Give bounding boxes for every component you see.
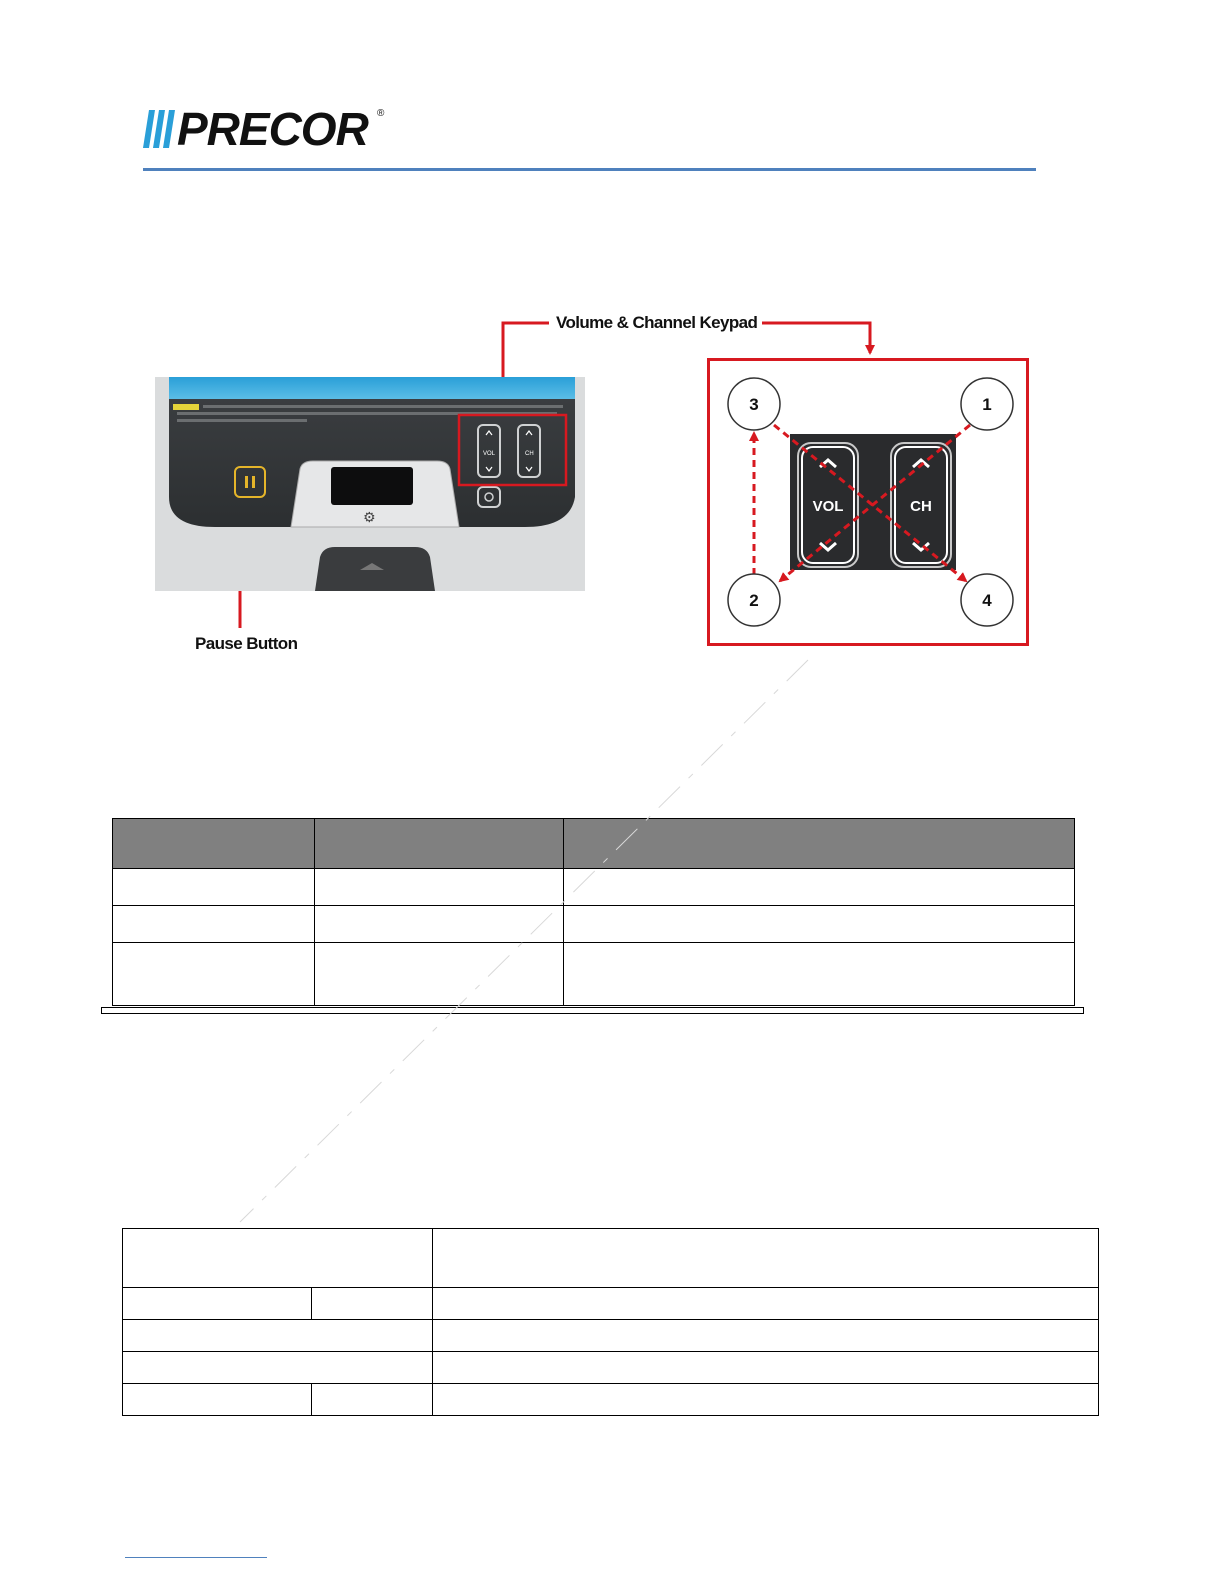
table-cell	[563, 869, 1074, 906]
keypad-detail-graphic	[710, 361, 1026, 643]
table-header-cell	[432, 1229, 1098, 1288]
settings-table-2	[122, 1228, 1099, 1416]
table-cell	[123, 1288, 312, 1320]
table-cell	[311, 1288, 432, 1320]
table-header-cell	[113, 819, 315, 869]
svg-text:CH: CH	[525, 451, 534, 457]
table-cell	[113, 906, 315, 943]
table-row	[123, 1320, 1099, 1352]
svg-text:VOL: VOL	[483, 451, 496, 457]
step-number-3: 3	[749, 395, 759, 414]
pause-callout-label: Pause Button	[195, 634, 298, 653]
table-header-row	[123, 1229, 1099, 1288]
logo-registered-mark: ®	[377, 108, 385, 119]
settings-table-1	[112, 818, 1075, 1006]
step-number-1: 1	[982, 395, 992, 414]
table-cell	[113, 869, 315, 906]
table-cell	[432, 1384, 1098, 1416]
table-cell	[432, 1352, 1098, 1384]
table-cell	[563, 906, 1074, 943]
table-cell	[311, 1384, 432, 1416]
logo-stripes-icon	[143, 110, 179, 148]
logo-text: PRECOR	[177, 103, 368, 155]
table-header-row	[113, 819, 1075, 869]
table-cell	[563, 943, 1074, 1006]
table-row	[123, 1352, 1099, 1384]
table-cell	[113, 943, 315, 1006]
table-cell	[314, 943, 563, 1006]
table-row	[113, 906, 1075, 943]
vol-key-label: VOL	[812, 498, 844, 515]
table-footer-bar	[101, 1007, 1084, 1014]
table-header-cell	[563, 819, 1074, 869]
precor-logo	[143, 103, 393, 155]
table-cell	[314, 906, 563, 943]
table-row	[113, 943, 1075, 1006]
table-cell	[123, 1352, 433, 1384]
footer-rule	[125, 1557, 267, 1558]
table-cell	[432, 1320, 1098, 1352]
table-cell	[314, 869, 563, 906]
keypad-callout-label: Volume & Channel Keypad	[556, 313, 758, 332]
console-graphic	[155, 377, 585, 591]
table-header-cell	[123, 1229, 433, 1288]
ch-key-label: CH	[910, 498, 932, 515]
table-cell	[123, 1320, 433, 1352]
table-cell	[123, 1384, 312, 1416]
keypad-detail-inset	[707, 358, 1029, 646]
svg-text:⚙: ⚙	[363, 510, 376, 526]
table-row	[123, 1288, 1099, 1320]
table-header-cell	[314, 819, 563, 869]
table-cell	[432, 1288, 1098, 1320]
header-rule	[143, 168, 1036, 171]
table-row	[113, 869, 1075, 906]
step-number-4: 4	[982, 591, 992, 610]
console-illustration	[155, 377, 585, 591]
table-row	[123, 1384, 1099, 1416]
step-number-2: 2	[749, 591, 759, 610]
